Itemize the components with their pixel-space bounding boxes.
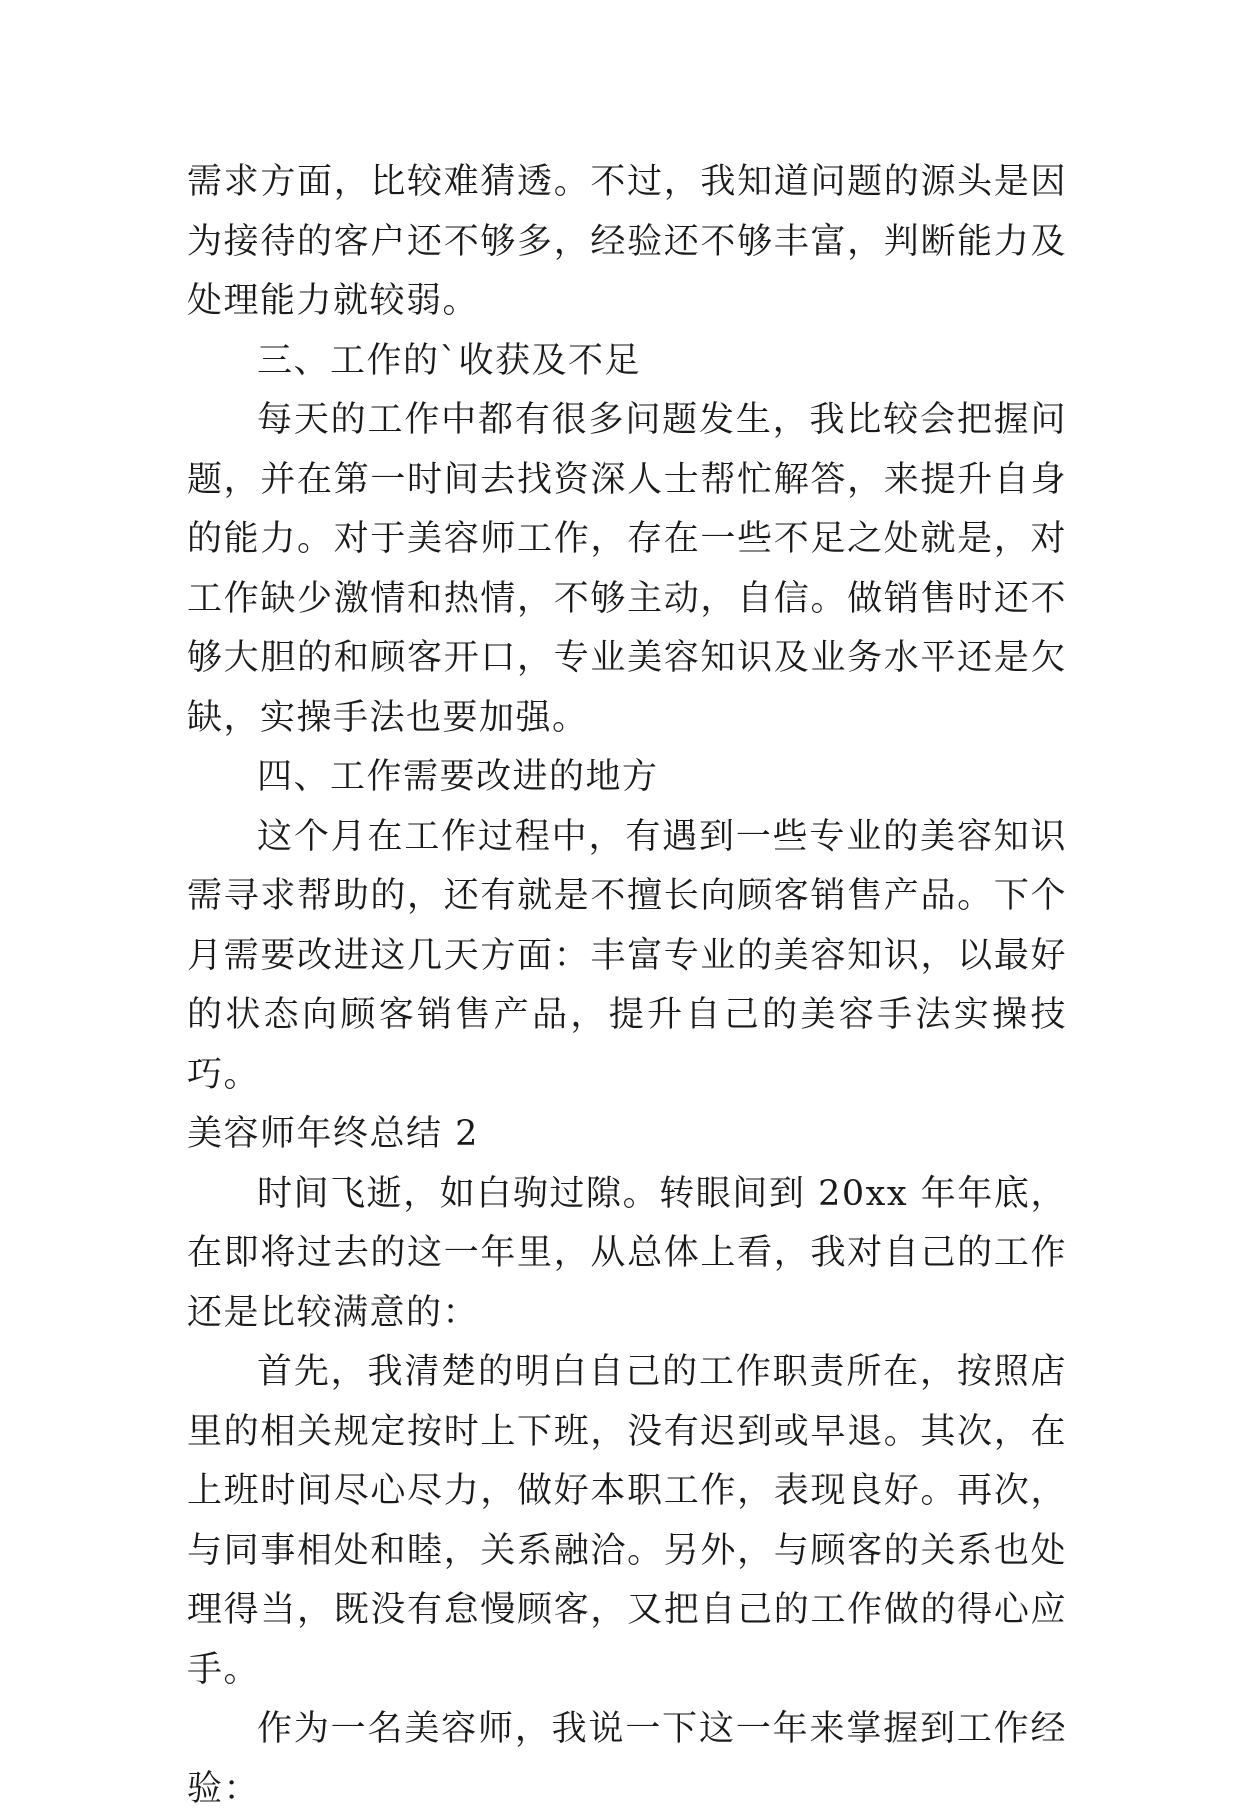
paragraph-gains-shortcomings: 每天的工作中都有很多问题发生，我比较会把握问题，并在第一时间去找资深人士帮忙解答，来提升自身的能力。对于美容师工作，存在一些不足之处就是，对工作缺少激情和热情，不够主动，自信。做销售时还不够大胆的和顾客开口，专业美容知识及业务水平还是欠缺，实操手法也要加强。 bbox=[187, 400, 1067, 738]
section-heading-3: 三、工作的`收获及不足 bbox=[257, 340, 642, 381]
paragraph-intro: 时间飞逝，如白驹过隙。转眼间到 20xx 年年底，在即将过去的这一年里，从总体上看，我对自己的工作还是比较满意的： bbox=[187, 1173, 1067, 1333]
document-subtitle: 美容师年终总结 2 bbox=[187, 1114, 479, 1154]
paragraph-experience: 作为一名美容师，我说一下这一年来掌握到工作经验： bbox=[187, 1709, 1067, 1809]
paragraph-continued: 需求方面，比较难猜透。不过，我知道问题的源头是因为接待的客户还不够多，经验还不够丰富，判断能力及处理能力就较弱。 bbox=[187, 162, 1067, 321]
document-body bbox=[187, 153, 1067, 1819]
paragraph-first: 首先，我清楚的明白自己的工作职责所在，按照店里的相关规定按时上下班，没有迟到或早退。其次，在上班时间尽心尽力，做好本职工作，表现良好。再次，与同事相处和睦，关系融洽。另外，与顾客的关系也处理得当，既没有怠慢顾客，又把自己的工作做的得心应手。 bbox=[187, 1352, 1067, 1690]
paragraph-improvements: 这个月在工作过程中，有遇到一些专业的美容知识需寻求帮助的，还有就是不擅长向顾客销售产品。下个月需要改进这几天方面：丰富专业的美容知识，以最好的状态向顾客销售产品，提升自己的美容手法实操技巧。 bbox=[187, 816, 1067, 1095]
section-heading-4: 四、工作需要改进的地方 bbox=[257, 757, 659, 797]
